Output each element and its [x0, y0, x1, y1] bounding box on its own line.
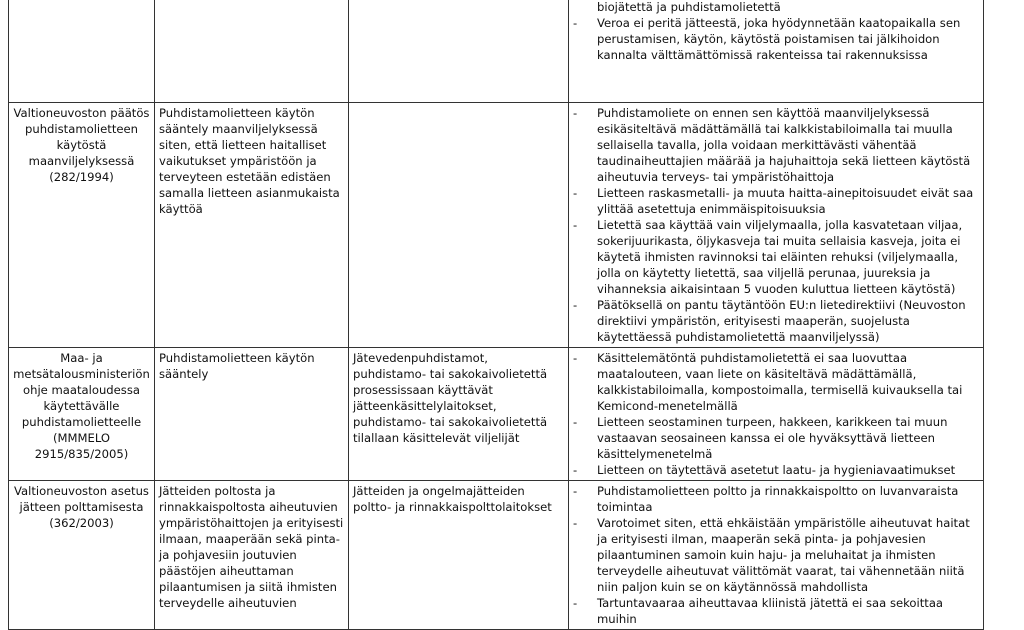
regulation-name-cell: [9, 0, 155, 103]
requirements-cell: [569, 103, 984, 348]
list-item: - Lietteen seostaminen turpeen, hakkeen, karikkeen tai muun vastaavan seosaineen kanssa ei ole hyväksyttävä lietteen käsittelymenetelmä: [573, 414, 979, 462]
regulation-table: [8, 0, 984, 630]
list-item: - Tartuntavaaraa aiheuttavaa kliinistä jätettä ei saa sekoittaa muihin: [573, 595, 979, 627]
requirements-list: [573, 105, 979, 345]
list-item: - Lietteen on täytettävä asetetut laatu- ja hygieniavaatimukset: [573, 462, 979, 478]
list-item: - Veroa ei peritä jätteestä, joka hyödynnetään kaatopaikalla sen perustamisen, käytön, käytöstä poistamisen tai jälkihoidon kannalta välttämättömissä rakenteissa tai rakennuksissa: [573, 15, 979, 63]
regulation-name-cell: Valtioneuvoston päätös puhdistamolietteen käytöstä maanviljelyksessä (282/1994): [9, 103, 155, 348]
table-row: [9, 103, 984, 348]
objective-cell: Puhdistamolietteen käytön sääntely maanviljelyksessä siten, että lietteen haitalliset vaikutukset ympäristöön ja terveyteen estetään edistäen samalla lietteen asianmukaista käyttöä: [155, 103, 349, 348]
regulation-name-cell: Maa- ja metsätalousministeriön ohje maataloudessa käytettävälle puhdistamolietteelle (MMMELO 2915/835/2005): [9, 348, 155, 481]
scope-cell: [349, 103, 569, 348]
list-item: - Lietteen raskasmetalli- ja muuta haitta-ainepitoisuudet eivät saa ylittää asetettuja enimmäispitoisuuksia: [573, 185, 979, 217]
table-row: [9, 348, 984, 481]
list-item: - Lietettä saa käyttää vain viljelymaalla, jolla kasvatetaan viljaa, sokerijuurikasta, öljykasveja tai muita sellaisia kasveja, joita ei käytetä ihmisten ravinnoksi tai eläinten rehuksi (viljelymaalla, jolla on käytetty lietettä, saa viljellä perunaa, juureksia ja vihanneksia aikaisintaan 5 vuoden kuluttua lietteen käytöstä): [573, 217, 979, 297]
list-item: - Puhdistamoliete on ennen sen käyttöä maanviljelyksessä esikäsiteltävä mädättämällä tai kalkkistabiloimalla tai muulla sellaisella tavalla, jolla voidaan merkittävästi vähentää taudinaiheuttajien määrää ja hajuhaittoja sekä lietteen käytöstä aiheutuvia terveys- tai ympäristöhaittoja: [573, 105, 979, 185]
requirements-list: [573, 483, 979, 627]
table-row: [9, 481, 984, 630]
requirements-cell: [569, 348, 984, 481]
scope-cell: [349, 0, 569, 103]
list-item: - Puhdistamolietteen poltto ja rinnakkaispoltto on luvanvaraista toimintaa: [573, 483, 979, 515]
requirements-list: [573, 0, 979, 63]
requirements-cell: [569, 481, 984, 630]
list-item: - Päätöksellä on pantu täytäntöön EU:n lietedirektiivi (Neuvoston direktiivi ympäristön, erityisesti maaperän, suojelusta käytettäessä puhdistamolietettä maanviljelyssä): [573, 297, 979, 345]
regulation-name-cell: Valtioneuvoston asetus jätteen polttamisesta (362/2003): [9, 481, 155, 630]
objective-cell: Puhdistamolietteen käytön sääntely: [155, 348, 349, 481]
scope-cell: Jätevedenpuhdistamot, puhdistamo- tai sakokaivolietettä prosessissaan käyttävät jätteenkäsittelylaitokset, puhdistamo- tai sakokaivolietettä tilallaan käsittelevät viljelijät: [349, 348, 569, 481]
requirements-cell: [569, 0, 984, 103]
requirements-list: [573, 350, 979, 478]
list-item: biojätettä ja puhdistamolietettä: [597, 0, 781, 14]
objective-cell: [155, 0, 349, 103]
scope-cell: Jätteiden ja ongelmajätteiden poltto- ja rinnakkaispolttolaitokset: [349, 481, 569, 630]
objective-cell: Jätteiden poltosta ja rinnakkaispoltosta aiheutuvien ympäristöhaittojen ja erityisesti ilmaan, maaperään sekä pinta- ja pohjavesiin joutuvien päästöjen aiheuttaman pilaantumisen ja siitä ihmisten terveydelle aiheutuvien: [155, 481, 349, 630]
list-item: - Käsittelemätöntä puhdistamolietettä ei saa luovuttaa maatalouteen, vaan liete on käsiteltävä mädättämällä, kalkkistabiloimalla, kompostoimalla, termisellä kuivauksella tai Kemicond-menetelmällä: [573, 350, 979, 414]
table-row: [9, 0, 984, 103]
list-item: - Varotoimet siten, että ehkäistään ympäristölle aiheutuvat haitat ja erityisesti ilman, maaperän sekä pinta- ja pohjavesien pilaantuminen samoin kuin haju- ja meluhaitat ja ihmisten terveydelle aiheutuvat välittömät vaarat, tai vähennetään niitä niin paljon kuin se on käytännössä mahdollista: [573, 515, 979, 595]
